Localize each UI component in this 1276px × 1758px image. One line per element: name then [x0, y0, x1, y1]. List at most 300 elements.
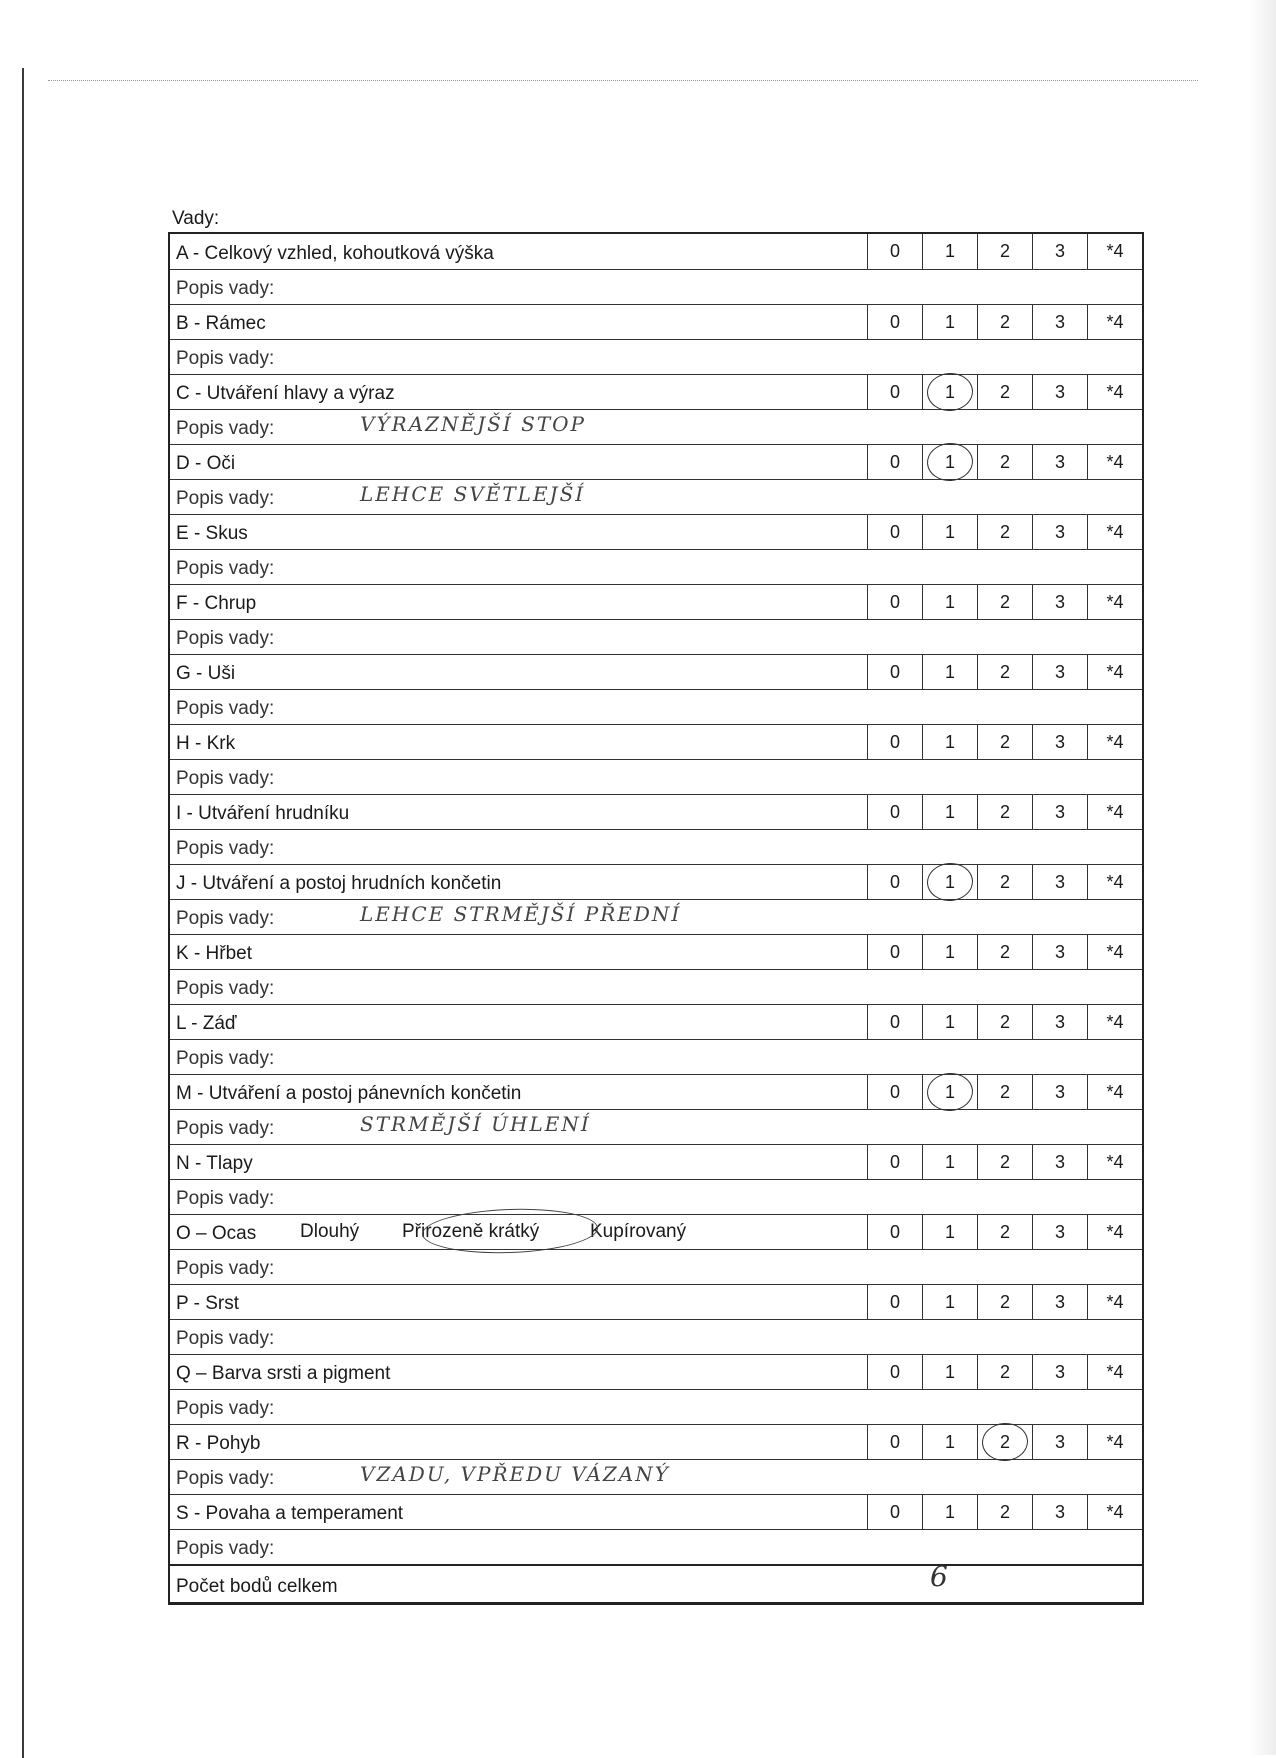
score-value: 1 — [944, 1291, 955, 1312]
score-value: *4 — [1106, 941, 1124, 962]
defect-description-row — [170, 969, 1142, 1004]
score-cell[interactable] — [1032, 1495, 1087, 1529]
score-cells — [867, 795, 1142, 829]
score-cell[interactable] — [867, 795, 922, 829]
score-cell[interactable] — [977, 725, 1032, 759]
score-value: 2 — [999, 241, 1010, 261]
score-value: 3 — [1054, 1151, 1065, 1172]
defect-description-label: Popis vady: — [176, 1258, 275, 1279]
score-cell[interactable] — [977, 1215, 1032, 1249]
score-cell[interactable] — [867, 865, 922, 899]
score-value: 0 — [889, 1291, 900, 1312]
score-cells — [867, 1425, 1142, 1459]
tail-option[interactable]: Kupírovaný — [590, 1221, 687, 1242]
score-value: 1 — [944, 311, 955, 332]
score-cell[interactable] — [977, 445, 1032, 479]
score-value: 0 — [889, 731, 900, 752]
score-value: 1 — [944, 591, 955, 612]
score-cell[interactable] — [1032, 935, 1087, 969]
defect-description-row — [170, 1179, 1142, 1214]
score-cell[interactable] — [867, 1005, 922, 1039]
score-cell[interactable] — [1032, 1005, 1087, 1039]
defect-description-row — [170, 1109, 1142, 1144]
score-cell[interactable] — [922, 1285, 977, 1319]
defect-description-row — [170, 619, 1142, 654]
score-cell[interactable] — [922, 585, 977, 619]
defect-label: N - Tlapy — [176, 1153, 253, 1174]
score-value: *4 — [1106, 1151, 1124, 1172]
score-cell[interactable] — [867, 515, 922, 549]
score-value: 3 — [1054, 591, 1065, 612]
score-cell[interactable] — [922, 725, 977, 759]
score-cell[interactable] — [977, 585, 1032, 619]
score-value: 0 — [889, 661, 900, 682]
score-value: 1 — [944, 1361, 955, 1382]
score-value: *4 — [1106, 1081, 1124, 1102]
score-value: 3 — [1054, 241, 1065, 261]
score-cell[interactable] — [1032, 1285, 1087, 1319]
score-value: *4 — [1106, 381, 1124, 402]
score-cells — [867, 1285, 1142, 1319]
score-cell[interactable] — [977, 1495, 1032, 1529]
defect-label: O – Ocas — [176, 1223, 257, 1244]
score-cell[interactable] — [1087, 1285, 1142, 1319]
form-heading: Vady: — [172, 208, 220, 229]
score-cell[interactable] — [867, 234, 922, 269]
score-value: 3 — [1054, 451, 1065, 472]
left-margin-rule — [22, 68, 24, 1758]
defect-description-label: Popis vady: — [176, 838, 275, 859]
defect-row — [170, 934, 1142, 969]
defect-label: M - Utváření a postoj pánevních končetin — [176, 1083, 522, 1104]
score-cell[interactable] — [1087, 1075, 1142, 1109]
score-value: 1 — [944, 1081, 955, 1102]
score-cells — [867, 445, 1142, 479]
score-value: *4 — [1106, 241, 1124, 261]
score-value: 3 — [1054, 381, 1065, 402]
defect-description-label: Popis vady: — [176, 348, 275, 369]
defect-description-row — [170, 409, 1142, 444]
score-value: 2 — [999, 1151, 1010, 1172]
score-value: 2 — [999, 661, 1010, 682]
score-value: *4 — [1106, 1291, 1124, 1312]
defect-description-row — [170, 1249, 1142, 1284]
defect-description-row — [170, 269, 1142, 304]
score-cell[interactable] — [1032, 1425, 1087, 1459]
score-value: 2 — [999, 801, 1010, 822]
defect-label: K - Hřbet — [176, 943, 253, 964]
score-cells — [867, 1215, 1142, 1249]
score-value: 0 — [889, 451, 900, 472]
score-cell[interactable] — [977, 234, 1032, 269]
score-cell[interactable] — [1087, 655, 1142, 689]
defect-description-label: Popis vady: — [176, 488, 275, 509]
score-cell[interactable] — [977, 1355, 1032, 1389]
score-cell[interactable] — [1032, 585, 1087, 619]
handwritten-note: LEHCE SVĚTLEJŠÍ — [360, 482, 586, 506]
score-cell[interactable] — [867, 655, 922, 689]
score-value: 2 — [999, 1081, 1010, 1102]
defect-description-row — [170, 829, 1142, 864]
score-cell[interactable] — [922, 375, 977, 409]
handwritten-note: STRMĚJŠÍ ÚHLENÍ — [360, 1112, 591, 1136]
score-value: 0 — [889, 871, 900, 892]
score-cell[interactable] — [1032, 1215, 1087, 1249]
selected-score-circle — [926, 441, 975, 482]
score-value: 1 — [944, 731, 955, 752]
score-cells — [867, 585, 1142, 619]
score-value: 1 — [944, 1501, 955, 1522]
handwritten-note: VZADU, VPŘEDU VÁZANÝ — [360, 1462, 670, 1486]
score-value: *4 — [1106, 1361, 1124, 1382]
score-cell[interactable] — [1032, 865, 1087, 899]
defect-label: Q – Barva srsti a pigment — [176, 1363, 391, 1384]
score-cell[interactable] — [922, 305, 977, 339]
score-value: 0 — [889, 241, 900, 261]
defect-row — [170, 584, 1142, 619]
score-cell[interactable] — [977, 1005, 1032, 1039]
score-cell[interactable] — [1087, 1355, 1142, 1389]
score-value: 1 — [944, 521, 955, 542]
score-cell[interactable] — [1087, 234, 1142, 269]
score-cells — [867, 865, 1142, 899]
defect-description-row — [170, 1039, 1142, 1074]
score-value: *4 — [1106, 801, 1124, 822]
score-cell[interactable] — [922, 1425, 977, 1459]
score-cells — [867, 1355, 1142, 1389]
score-value: *4 — [1106, 1221, 1124, 1242]
score-value: 0 — [889, 1361, 900, 1382]
score-value: 1 — [944, 801, 955, 822]
score-cell[interactable] — [922, 795, 977, 829]
score-cell[interactable] — [1087, 935, 1142, 969]
score-cell[interactable] — [922, 1005, 977, 1039]
defect-description-label: Popis vady: — [176, 908, 275, 929]
score-cell[interactable] — [867, 725, 922, 759]
score-cell[interactable] — [1087, 1495, 1142, 1529]
defect-row — [170, 1144, 1142, 1179]
score-value: 0 — [889, 1221, 900, 1242]
score-cells — [867, 1495, 1142, 1529]
score-value: 3 — [1054, 731, 1065, 752]
score-cell[interactable] — [867, 1145, 922, 1179]
score-cell[interactable] — [977, 515, 1032, 549]
score-cell[interactable] — [1032, 445, 1087, 479]
defect-description-label: Popis vady: — [176, 1398, 275, 1419]
score-cells — [867, 935, 1142, 969]
score-cell[interactable] — [1087, 725, 1142, 759]
defect-label: R - Pohyb — [176, 1433, 261, 1454]
score-cell[interactable] — [1087, 305, 1142, 339]
defect-description-label: Popis vady: — [176, 1118, 275, 1139]
score-cell[interactable] — [1087, 1215, 1142, 1249]
score-cell[interactable] — [1087, 585, 1142, 619]
defect-label: H - Krk — [176, 733, 236, 754]
score-value: 2 — [999, 731, 1010, 752]
total-label: Počet bodů celkem — [176, 1576, 338, 1597]
score-value: 1 — [944, 1221, 955, 1242]
defect-description-row — [170, 899, 1142, 934]
score-value: 2 — [999, 521, 1010, 542]
score-cells — [867, 515, 1142, 549]
score-value: 3 — [1054, 871, 1065, 892]
score-value: 0 — [889, 1011, 900, 1032]
score-value: *4 — [1106, 661, 1124, 682]
score-cell[interactable] — [1087, 1145, 1142, 1179]
score-cell[interactable] — [867, 1495, 922, 1529]
score-cell[interactable] — [1032, 515, 1087, 549]
score-cell[interactable] — [1087, 515, 1142, 549]
score-cell[interactable] — [922, 234, 977, 269]
score-value: *4 — [1106, 871, 1124, 892]
score-cell[interactable] — [977, 305, 1032, 339]
defect-description-row — [170, 759, 1142, 794]
score-cell[interactable] — [1087, 1005, 1142, 1039]
score-cell[interactable] — [922, 515, 977, 549]
score-value: 2 — [999, 591, 1010, 612]
total-score-handwritten: 6 — [930, 1560, 948, 1593]
defect-description-label: Popis vady: — [176, 558, 275, 579]
score-value: 3 — [1054, 941, 1065, 962]
score-value: 1 — [944, 661, 955, 682]
score-value: 2 — [999, 1501, 1010, 1522]
score-cells — [867, 1145, 1142, 1179]
score-value: 1 — [944, 941, 955, 962]
score-value: 0 — [889, 1081, 900, 1102]
defect-label: S - Povaha a temperament — [176, 1503, 404, 1524]
defect-description-row — [170, 1319, 1142, 1354]
score-value: 1 — [944, 1431, 955, 1452]
score-value: 0 — [889, 801, 900, 822]
score-cell[interactable] — [922, 1215, 977, 1249]
defect-label: A - Celkový vzhled, kohoutková výška — [176, 243, 494, 264]
score-value: 0 — [889, 1501, 900, 1522]
defect-row — [170, 514, 1142, 549]
score-cell[interactable] — [1032, 1075, 1087, 1109]
defect-label: J - Utváření a postoj hrudních končetin — [176, 873, 502, 894]
defect-description-row — [170, 339, 1142, 374]
score-value: *4 — [1106, 591, 1124, 612]
defect-row — [170, 374, 1142, 409]
defect-label: E - Skus — [176, 523, 248, 544]
defect-description-label: Popis vady: — [176, 698, 275, 719]
defect-label: I - Utváření hrudníku — [176, 803, 350, 824]
defect-description-label: Popis vady: — [176, 418, 275, 439]
score-cell[interactable] — [1032, 725, 1087, 759]
defect-row — [170, 1284, 1142, 1319]
tail-option[interactable]: Dlouhý — [300, 1221, 360, 1242]
defect-row — [170, 1354, 1142, 1389]
scan-edge — [1250, 0, 1276, 1755]
tail-option[interactable]: Přirozeně krátký — [402, 1221, 540, 1242]
score-value: *4 — [1106, 1431, 1124, 1452]
defect-row — [170, 234, 1142, 269]
score-cell[interactable] — [922, 935, 977, 969]
score-value: 2 — [999, 451, 1010, 472]
score-value: 0 — [889, 311, 900, 332]
score-value: 3 — [1054, 311, 1065, 332]
defect-row — [170, 864, 1142, 899]
score-cells — [867, 655, 1142, 689]
score-value: *4 — [1106, 1501, 1124, 1522]
score-value: 2 — [999, 381, 1010, 402]
score-value: *4 — [1106, 731, 1124, 752]
defect-description-label: Popis vady: — [176, 1188, 275, 1209]
defect-row — [170, 654, 1142, 689]
score-cell[interactable] — [1087, 375, 1142, 409]
score-cell[interactable] — [867, 1285, 922, 1319]
defect-description-row — [170, 689, 1142, 724]
score-cells — [867, 234, 1142, 269]
defect-label: C - Utváření hlavy a výraz — [176, 383, 395, 404]
score-cell[interactable] — [1032, 655, 1087, 689]
defect-row — [170, 794, 1142, 829]
score-cells — [867, 725, 1142, 759]
selected-score-circle — [981, 1421, 1030, 1462]
score-value: 3 — [1054, 1011, 1065, 1032]
defect-description-label: Popis vady: — [176, 1538, 275, 1559]
defect-label: L - Záď — [176, 1013, 237, 1034]
score-cell[interactable] — [1032, 375, 1087, 409]
score-cell[interactable] — [977, 655, 1032, 689]
handwritten-note: VÝRAZNĚJŠÍ STOP — [360, 412, 587, 436]
score-value: 2 — [999, 1221, 1010, 1242]
defect-description-label: Popis vady: — [176, 978, 275, 999]
defect-description-label: Popis vady: — [176, 278, 275, 299]
defect-description-label: Popis vady: — [176, 1468, 275, 1489]
defect-description-label: Popis vady: — [176, 1328, 275, 1349]
score-value: 1 — [944, 1011, 955, 1032]
score-cell[interactable] — [867, 935, 922, 969]
score-cell[interactable] — [867, 1355, 922, 1389]
score-value: 0 — [889, 1151, 900, 1172]
score-value: 2 — [999, 1431, 1010, 1452]
score-cell[interactable] — [1087, 445, 1142, 479]
top-dotted-rule — [48, 80, 1198, 81]
selected-score-circle — [926, 371, 975, 412]
score-cells — [867, 1075, 1142, 1109]
score-cell[interactable] — [867, 1215, 922, 1249]
score-cell[interactable] — [1032, 795, 1087, 829]
score-cell[interactable] — [977, 865, 1032, 899]
score-cell[interactable] — [1032, 305, 1087, 339]
score-cell[interactable] — [867, 375, 922, 409]
score-value: 2 — [999, 1361, 1010, 1382]
score-value: 3 — [1054, 1431, 1065, 1452]
defect-label: P - Srst — [176, 1293, 239, 1314]
defect-label: D - Oči — [176, 453, 236, 474]
defect-row — [170, 1424, 1142, 1459]
defect-description-row — [170, 479, 1142, 514]
defect-row — [170, 444, 1142, 479]
score-cell[interactable] — [1032, 1145, 1087, 1179]
defect-label: F - Chrup — [176, 593, 257, 614]
score-value: 2 — [999, 1011, 1010, 1032]
score-value: 1 — [944, 1151, 955, 1172]
score-cell[interactable] — [1087, 1425, 1142, 1459]
defect-row — [170, 1004, 1142, 1039]
score-cells — [867, 375, 1142, 409]
score-cell[interactable] — [977, 935, 1032, 969]
defect-row — [170, 724, 1142, 759]
defects-form — [168, 206, 1144, 1605]
defect-description-row — [170, 1389, 1142, 1424]
score-value: 0 — [889, 591, 900, 612]
score-cells — [867, 305, 1142, 339]
score-cell[interactable] — [1032, 234, 1087, 269]
score-value: 3 — [1054, 1361, 1065, 1382]
defect-row — [170, 304, 1142, 339]
score-cell[interactable] — [867, 585, 922, 619]
defect-row — [170, 1074, 1142, 1109]
total-row — [170, 1560, 1142, 1602]
score-value: 0 — [889, 941, 900, 962]
defects-table — [168, 232, 1144, 1605]
defect-description-row — [170, 1459, 1142, 1494]
score-value: *4 — [1106, 451, 1124, 472]
score-cell[interactable] — [867, 445, 922, 479]
score-cell[interactable] — [867, 305, 922, 339]
score-cell[interactable] — [1032, 1355, 1087, 1389]
score-cell[interactable] — [922, 1495, 977, 1529]
score-value: *4 — [1106, 311, 1124, 332]
defect-description-label: Popis vady: — [176, 768, 275, 789]
score-cell[interactable] — [922, 1075, 977, 1109]
score-value: 3 — [1054, 1221, 1065, 1242]
score-cell[interactable] — [1087, 865, 1142, 899]
defect-description-row — [170, 1529, 1142, 1564]
score-cell[interactable] — [922, 1355, 977, 1389]
score-value: 1 — [944, 381, 955, 402]
selected-score-circle — [926, 1071, 975, 1112]
score-value: 3 — [1054, 1291, 1065, 1312]
score-value: 0 — [889, 521, 900, 542]
score-cell[interactable] — [977, 1285, 1032, 1319]
defect-description-label: Popis vady: — [176, 628, 275, 649]
score-value: 1 — [944, 451, 955, 472]
score-value: 3 — [1054, 801, 1065, 822]
score-cell[interactable] — [867, 1425, 922, 1459]
score-value: 0 — [889, 1431, 900, 1452]
score-cell[interactable] — [867, 1075, 922, 1109]
score-cell[interactable] — [977, 375, 1032, 409]
score-cell[interactable] — [922, 865, 977, 899]
handwritten-note: LEHCE STRMĚJŠÍ PŘEDNÍ — [360, 902, 682, 926]
score-cell[interactable] — [1087, 795, 1142, 829]
score-value: 1 — [944, 871, 955, 892]
score-cell[interactable] — [977, 1145, 1032, 1179]
score-value: *4 — [1106, 1011, 1124, 1032]
score-cell[interactable] — [977, 795, 1032, 829]
score-value: 3 — [1054, 521, 1065, 542]
score-value: 2 — [999, 941, 1010, 962]
score-value: 1 — [944, 241, 955, 261]
score-value: 3 — [1054, 661, 1065, 682]
score-cell[interactable] — [977, 1075, 1032, 1109]
defect-row — [170, 1214, 1142, 1249]
selected-score-circle — [926, 861, 975, 902]
score-cell[interactable] — [922, 445, 977, 479]
defect-label: B - Rámec — [176, 313, 266, 334]
score-value: 3 — [1054, 1081, 1065, 1102]
score-cell[interactable] — [922, 1145, 977, 1179]
score-value: 3 — [1054, 1501, 1065, 1522]
score-value: 2 — [999, 311, 1010, 332]
score-cell[interactable] — [977, 1425, 1032, 1459]
score-cells — [867, 1005, 1142, 1039]
score-value: *4 — [1106, 521, 1124, 542]
score-cell[interactable] — [922, 655, 977, 689]
